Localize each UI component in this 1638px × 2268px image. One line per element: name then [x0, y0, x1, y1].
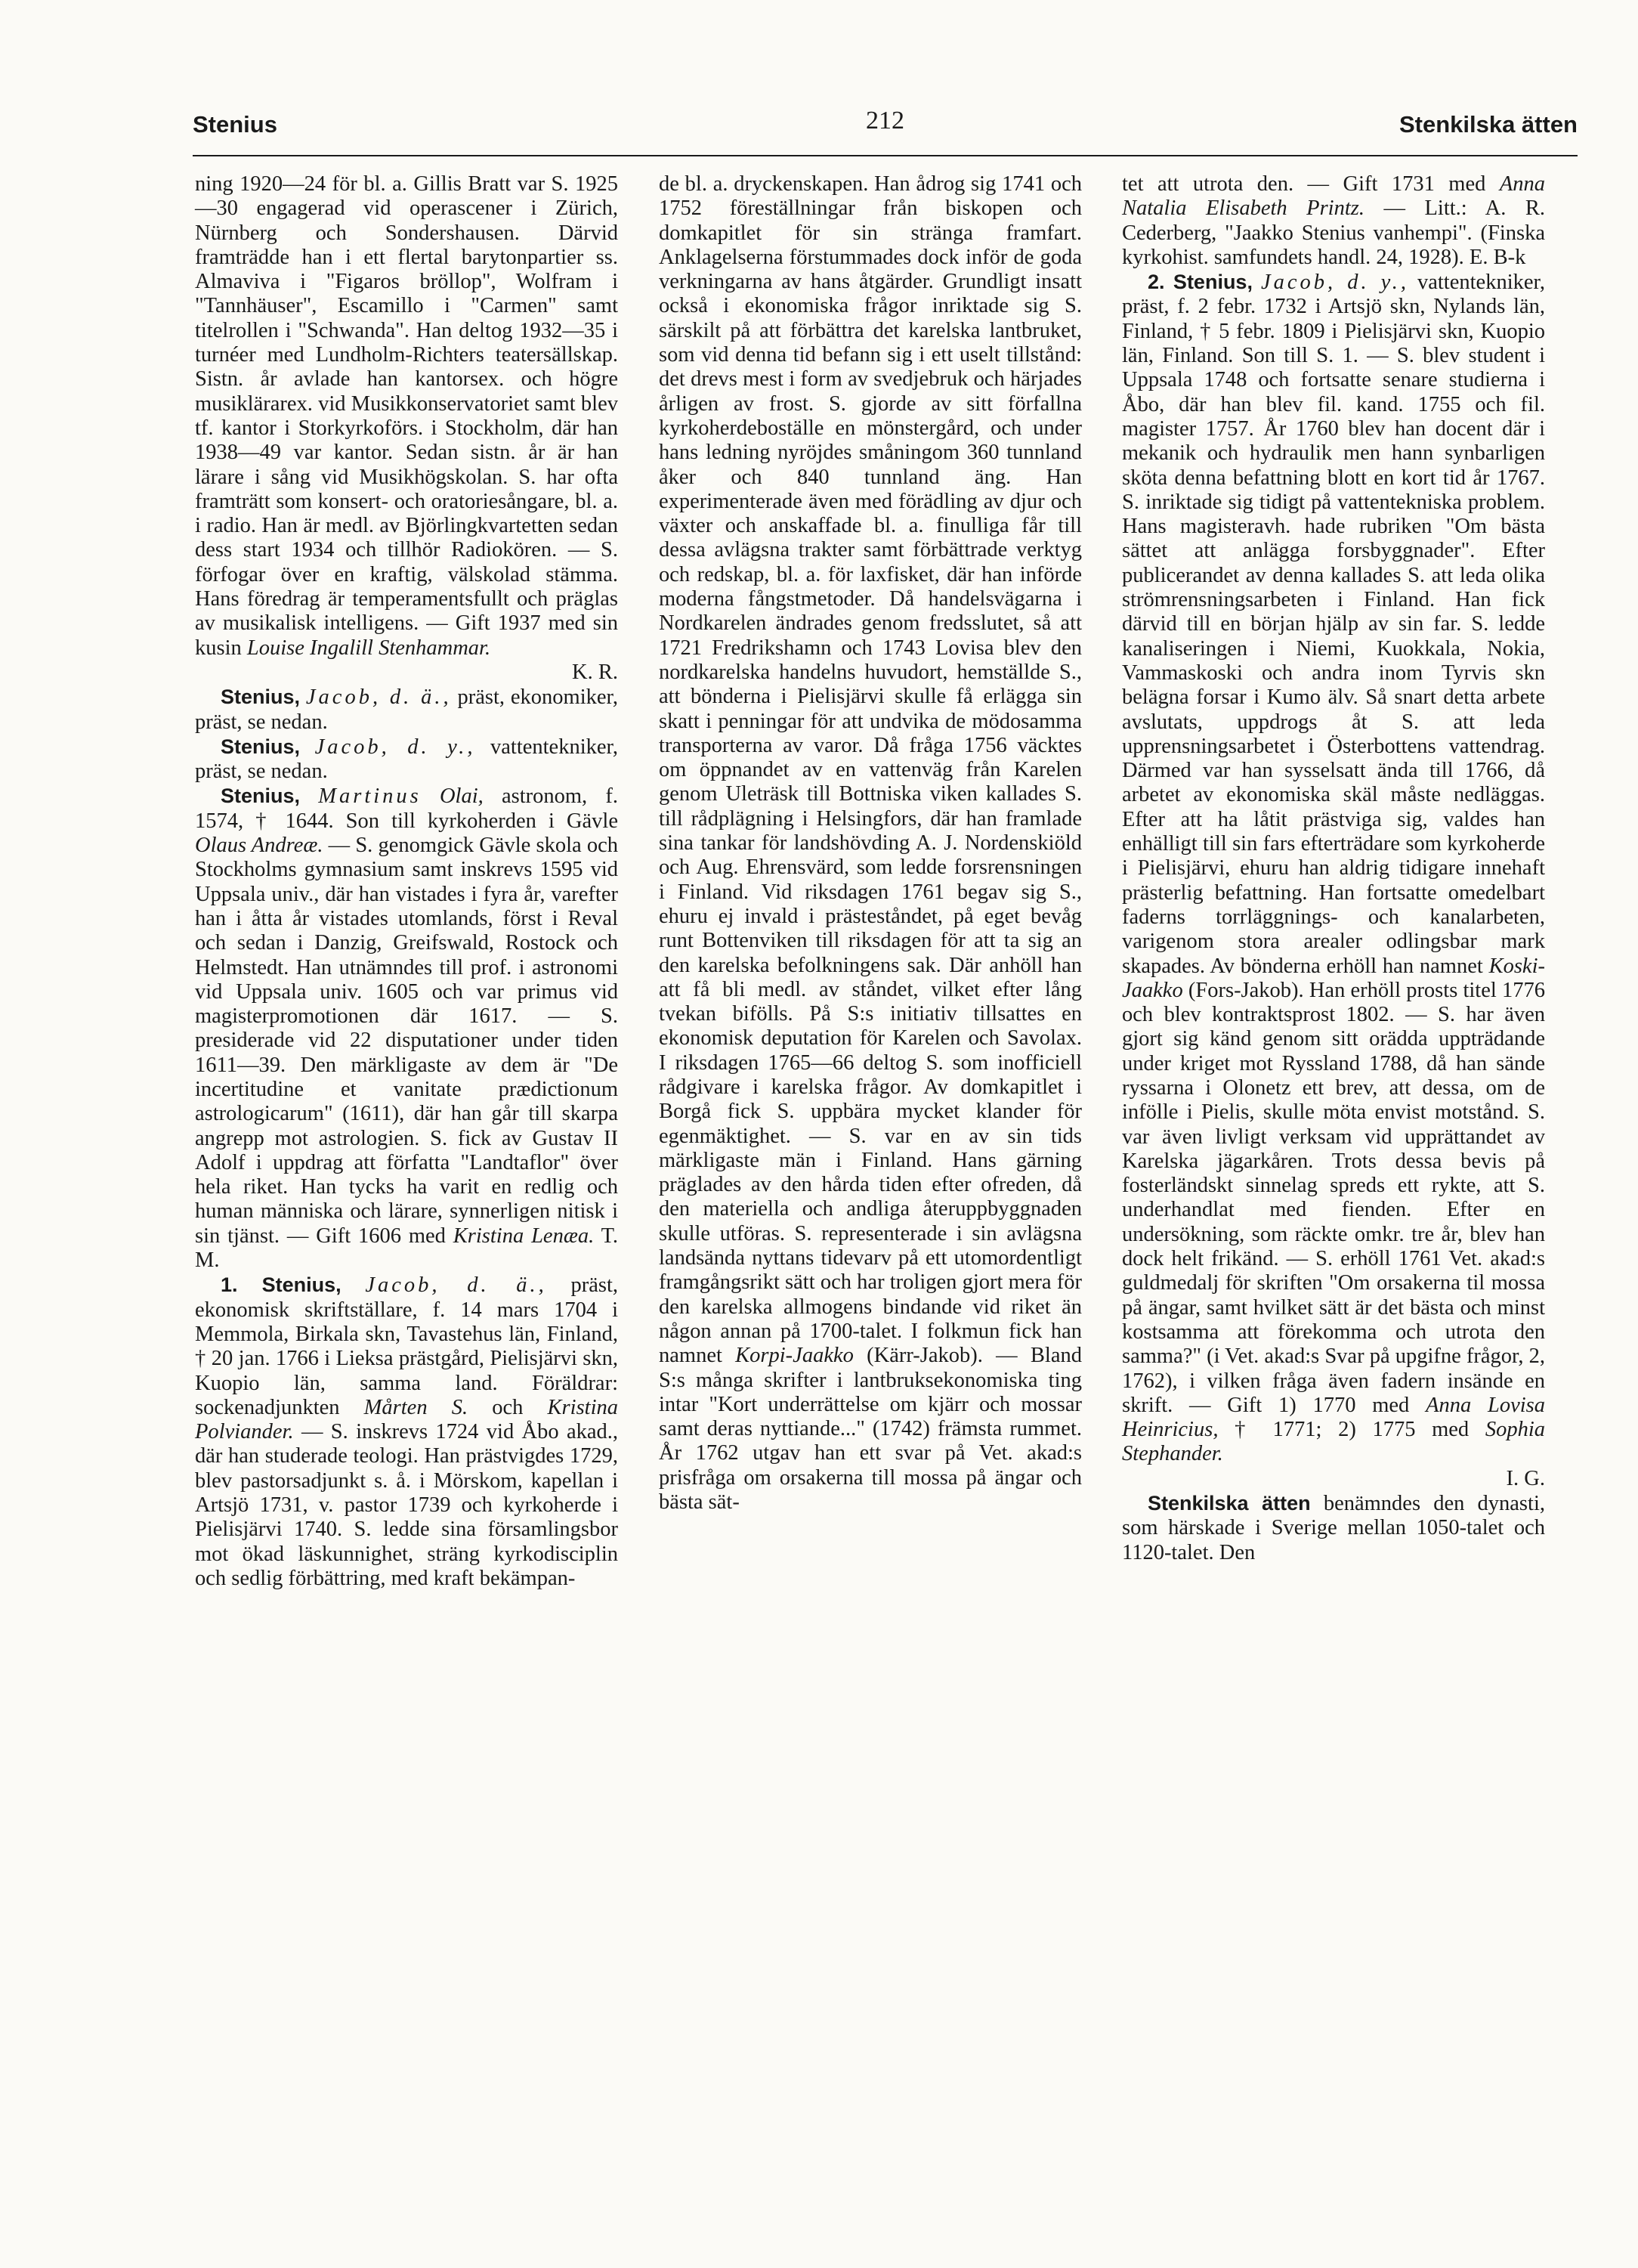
page-number: 212 — [866, 107, 904, 135]
entry-stenius-martinus — [195, 784, 618, 1273]
parent-name: Mårten S. — [363, 1395, 468, 1419]
headword: 1. Stenius, — [221, 1273, 342, 1297]
author-signature: I. G. — [1506, 1466, 1545, 1490]
headword: 2. Stenius, — [1148, 271, 1253, 294]
entry-stenius-jacob-dy-ref — [195, 735, 618, 784]
running-header — [193, 102, 1578, 156]
entry-stenius-jacob-da — [195, 1273, 618, 1591]
entry-continuation — [195, 172, 618, 661]
entry-continuation — [1122, 172, 1545, 270]
person-name: Jacob, d. y., — [314, 735, 476, 759]
text: de bl. a. dryckenskapen. Han ådrog sig 1741 och 1752 föreställningar från biskopen och domkapitlet för sin stränga framfart. Anklagelserna förstummades dock inför de goda verkningarna av hans åtgärder. Grundligt insatt också i ekonomiska frågor inriktade sig S. särskilt på att förbättra det karelska lantbruket, som vid denna tid befann sig i ett uselt tillstånd: det drevs mest i form av svedjebruk och härjades årligen av frost. S. gjorde av sitt förfallna kyrkoherdeboställe en mönstergård, och under hans ledning nyröjdes småningom 360 tunnland åker och 840 tunnland äng. Han experimenterade även med förädling av djur och växter och anskaffade bl. a. finulliga får till dessa avlägsna trakter samt förbättrade verktyg och redskap, bl. a. för laxfisket, där han införde moderna fångstmetoder. Då handelsvägarna i Nordkarelen ändrades genom fredsslutet, så att 1721 Fredrikshamn och 1743 Lovisa blev den nordkarelska handelns huvudort, hemställde S., att bönderna i Pielisjärvi skulle få erlägga sin skatt i penningar för att undvika de mödosamma transporterna av varor. Då fråga 1756 väcktes om öppnandet av en vattenväg från Karelen genom Uleträsk till Bottniska viken kallades S. till rådplägning i Helsingfors, där han framlade sina tankar för landshövding A. J. Nordenskiöld och Aug. Ehrensvärd, som ledde forsrensningen i Finland. Vid riksdagen 1761 begav sig S., ehuru ej invald i prästeståndet, på eget bevåg runt Bottenviken till riksdagen för att ta sig an den karelska befolkningens sak. Där anhöll han att få bli medl. av ståndet, vilket efter lång tvekan bifölls. På S:s initiativ tillsattes en ekonomisk deputation för Karelen och Savolax. I riksdagen 1765—66 deltog S. som inofficiell rådgivare i karelska frågor. Av domkapitlet i Borgå fick S. uppbära mycket klander för egenmäktighet. — S. var en av sin tids märkligaste män i Finland. Hans gärning präglades av den hårda tiden efter ofreden, då den materiella och andliga återuppbyggnaden skulle utföras. S. representerade i sin avlägsna landsända nyttans tidevarv på ett utomordentligt framgångsrikt sätt och har troligen gjort mera för den karelska allmogens bindande vid riket än någon annan på 1700-talet. I folkmun fick han namnet — [659, 172, 1082, 1368]
spouse-name: Sophia Stephander. — [1122, 1418, 1545, 1466]
spouse-name: Anna Natalia Elisabeth Printz. — [1122, 172, 1545, 221]
column-1 — [195, 172, 618, 1591]
person-name: Jacob, d. ä., — [305, 685, 452, 710]
text: astronom, f. 1574, † 1644. Son till kyrkoherden i Gävle — [195, 784, 619, 833]
headword: Stenkilska ätten — [1148, 1492, 1311, 1515]
text: tet att utrota den. — Gift 1731 med — [1122, 172, 1500, 196]
text: vattentekniker, präst, f. 2 febr. 1732 i Artsjö skn, Nylands län, Finland, † 5 febr. 1809 i Pielisjärvi skn, Kuopio län, Finland. Son till S. 1. — S. blev student i Uppsala 1748 och fortsatte senare studierna i Åbo, där han blev fil. kand. 1755 och fil. magister 1757. År 1760 blev han docent där i mekanik och hydraulik men hann synbarligen sköta denna befattning blott en kort tid år 1767. S. inriktade sig tidigt på vattentekniska problem. Hans magisteravh. hade rubriken "Om bästa sättet att anlägga forsbyggnader". Efter publicerandet av denna kallades S. att leda olika strömrensningsarbeten i Finland. Han fick därvid till en början hjälp av sin far. S. ledde kanaliseringen i Niemi, Kuokkala, Nokia, Vammaskoski och andra inom Tyrvis skn belägna forsar i Kumo älv. Så snart detta arbete avslutats, uppdrogs åt S. att leda upprensningsarbetet i Österbottens vattendrag. Därmed var han sysselsatt ända till 1766, då arbetet av ekonomiska skäl måste nedläggas. Efter att ha låtit prästviga sig, valdes han enhälligt till sin fars efterträdare som kyrkoherde i Pielisjärvi, ehuru han aldrig tidigare innehaft prästerlig befattning. Han fortsatte omedelbart faderns torrläggnings- och kanalarbeten, varigenom stora arealer odlingsbar mark skapades. Av bönderna erhöll han namnet — [1122, 271, 1545, 978]
person-name: Jacob, d. y., — [1261, 271, 1409, 295]
text: och — [468, 1395, 548, 1419]
author-signature: K. R. — [572, 660, 618, 684]
header-left-title: Stenius — [193, 111, 277, 138]
entry-stenkilska-atten — [1122, 1491, 1545, 1565]
nickname: Koski-Jaakko — [1122, 954, 1545, 1002]
author-signature: E. B-k — [1469, 245, 1526, 269]
text: präst, ekonomiker, präst, se nedan. — [195, 685, 618, 734]
parent-name: Kristina Polviander. — [195, 1395, 618, 1444]
text: präst, ekonomisk skriftställare, f. 14 mars 1704 i Memmola, Birkala skn, Tavastehus län, Finland, † 20 jan. 1766 i Lieksa prästgård, Pielisjärvi skn, Kuopio län, samma land. Föräldrar: sockenadjunkten — [195, 1273, 619, 1419]
text: vattentekniker, präst, se nedan. — [195, 735, 618, 784]
column-2 — [659, 172, 1082, 1515]
person-name: Jacob, d. ä., — [365, 1273, 547, 1298]
entry-continuation — [659, 172, 1082, 1515]
author-signature: T. M. — [195, 1224, 618, 1273]
spouse-name: Louise Ingalill Stenhammar. — [246, 636, 491, 660]
text: — S. genomgick Gävle skola och Stockholms gymnasium samt inskrevs 1595 vid Uppsala univ., där han vistades i fyra år, varefter han i åtta år vistades utomlands, först i Reval och sedan i Danzig, Greifswald, Rostock och Helmstedt. Han utnämndes till prof. i astronomi vid Uppsala univ. 1605 och var primus vid magisterpromotionen där 1617. — S. presiderade vid 22 disputationer under tiden 1611—39. Den märkligaste av dem är "De incertitudine et vanitate prædictionum astrologicarum" (1611), där han går till skarpa angrepp mot astrologien. S. fick av Gustav II Adolf i uppdrag att författa "Landtaflor" över hela riket. Han tycks ha varit en redlig och human människa och lärare, synnerligen nitisk i sin tjänst. — Gift 1606 med — [195, 834, 618, 1248]
text: — S. inskrevs 1724 vid Åbo akad., där han studerade teologi. Han prästvigdes 1729, blev pastorsadjunkt s. å. i Mörskom, kapellan i Artsjö 1731, v. pastor 1739 och kyrkoherde i Pielisjärvi 1740. S. ledde sina församlingsbor mot ökad läskunnighet, sträng kyrkodisciplin och sedlig förbättring, med kraft bekämpan- — [195, 1420, 618, 1590]
headword: Stenius, — [221, 685, 301, 709]
column-3 — [1122, 172, 1545, 1565]
header-right-title: Stenkilska ätten — [1398, 111, 1578, 138]
text: — Litt.: A. R. Cederberg, "Jaakko Stenius vanhempi". (Finska kyrkohist. samfundets handl. 24, 1928). — [1122, 196, 1545, 269]
person-name: Martinus — [318, 784, 422, 809]
headword: Stenius, — [221, 784, 301, 808]
person-name-suffix: Olai, — [421, 784, 484, 809]
entry-stenius-jacob-da-ref — [195, 685, 618, 735]
nickname: Korpi-Jaakko — [735, 1344, 854, 1368]
text: benämndes den dynasti, som härskade i Sverige mellan 1050-talet och 1120-talet. Den — [1122, 1492, 1545, 1564]
text: (Fors-Jakob). Han erhöll prosts titel 1776 och blev kontraktsprost 1802. — S. har även gjort sig känd genom sitt orädda uppträdande under kriget mot Ryssland 1788, då han sände ryssarna i Olonetz ett brev, att dessa, om de infölle i Pielis, skulle möta envist motstånd. S. var även livligt verksam vid upprättandet av Karelska jägarkåren. Trots dessa bevis på fosterländskt sinnelag spreds ett rykte, att S. underhandlat med fienden. Efter en undersökning, som räckte omkr. tre år, blev han dock helt frikänd. — S. erhöll 1761 Vet. akad:s guldmedalj för skriften "Om orsakerna til mossa på ängar, samt hvilket sätt är det bästa och minst kostsamma att förekomma och utrota den samma?" (i Vet. akad:s Svar på upgifne frågor, 2, 1762), i vilken fråga även fadern insände en skrift. — Gift 1) 1770 med — [1122, 978, 1546, 1417]
text: † 1771; 2) 1775 med — [1218, 1418, 1485, 1442]
text: (Kärr-Jakob). — Bland S:s många skrifter i lantbruksekonomiska ting intar "Kort underrättelse om kjärr och mossar samt deras nyttiande..." (1742) främsta rummet. År 1762 utgav han ett svar på Vet. akad:s prisfråga om orsakerna till mossa på ängar och bästa sät- — [659, 1344, 1082, 1515]
text: ning 1920—24 för bl. a. Gillis Bratt var S. 1925—30 engagerad vid operascener i Zürich, Nürnberg och Sondershausen. Därvid framträdde han i ett flertal barytonpartier ss. Almaviva i "Figaros bröllop", Wolfram i "Tannhäuser", Escamillo i "Carmen" samt titelrollen i "Schwanda". Han deltog 1932—35 i turnéer med Lundholm-Richters teatersällskap. Sistn. år avlade han kantorsex. och högre musiklärarex. vid Musikkonservatoriet samt blev tf. kantor i Storkyrkoförs. i Stockholm, där han 1938—49 var kantor. Sedan sistn. år är han lärare i sång vid Musikhögskolan. S. har ofta framträtt som konsert- och oratoriesångare, bl. a. i radio. Han är medl. av Björlingkvartetten sedan dess start 1934 och tillhör Radiokören. — S. förfogar över en kraftig, välskolad stämma. Hans föredrag är temperamentsfullt och präglas av musikalisk intelligens. — Gift 1937 med sin kusin — [195, 172, 618, 660]
spouse-name: Kristina Lenæa. — [453, 1224, 595, 1248]
entry-stenius-jacob-dy — [1122, 270, 1545, 1467]
father-name: Olaus Andreæ. — [195, 834, 323, 858]
headword: Stenius, — [221, 735, 301, 758]
spouse-name: Anna Lovisa Heinricius, — [1122, 1393, 1545, 1442]
